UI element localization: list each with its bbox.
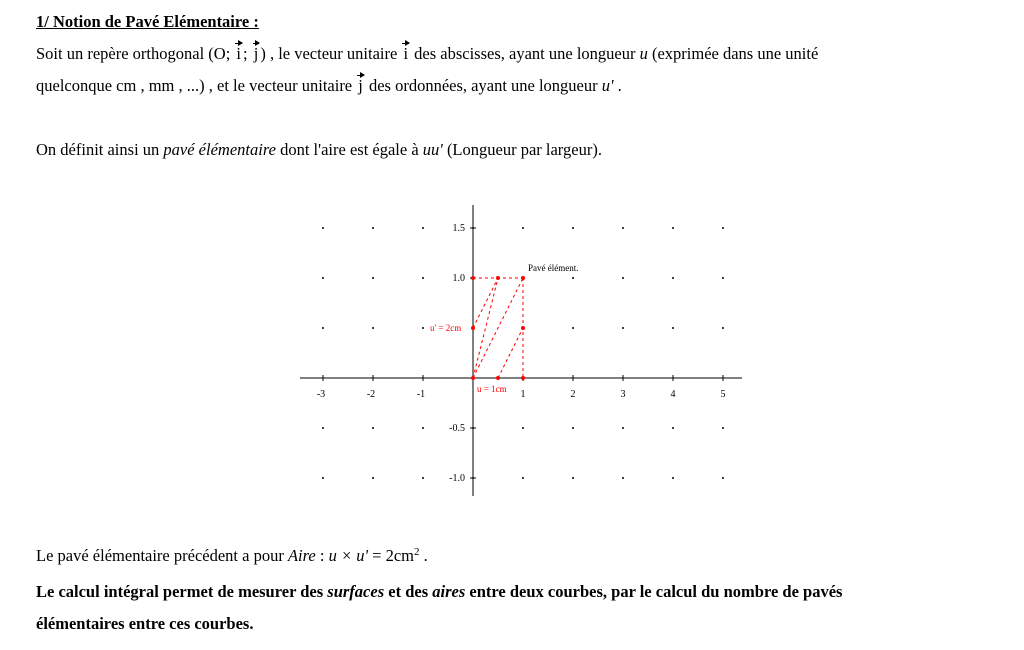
var-u: u [639, 44, 648, 63]
text: Le pavé élémentaire précédent a pour [36, 546, 288, 565]
var-u-prime: u' [601, 76, 614, 95]
grid-dot [322, 227, 324, 229]
y-ticks [449, 223, 476, 484]
text: dont l'aire est égale à [275, 140, 423, 159]
text: quelconque cm , mm , ...) , et le vecteur unitaire [36, 76, 357, 95]
text: : [315, 546, 329, 565]
grid-dot [422, 227, 424, 229]
grid-dot [672, 277, 674, 279]
text: Soit un repère orthogonal (O; [36, 44, 235, 63]
grid-dot [672, 477, 674, 479]
y-tick-label: -0.5 [449, 423, 465, 434]
label-u: u = 1cm [477, 384, 507, 394]
label-pave: Pavé élément. [528, 263, 579, 273]
text: et des [384, 582, 433, 601]
vector-j: j [358, 76, 363, 95]
paragraph-1 [36, 44, 818, 64]
grid-dot [422, 477, 424, 479]
term-surfaces: surfaces [327, 582, 385, 601]
x-tick-label: -1 [416, 389, 426, 400]
grid-dot [722, 477, 724, 479]
text: entre deux courbes, par le calcul du nombre de pavés [465, 582, 843, 601]
vector-i: i [236, 44, 242, 63]
grid-dot [672, 327, 674, 329]
grid-dot [372, 427, 374, 429]
grid-dot [622, 477, 624, 479]
term-aire: Aire [287, 546, 316, 565]
paragraph-2 [36, 76, 622, 96]
paragraph-4 [36, 546, 428, 566]
exponent: 2 [413, 546, 420, 558]
x-tick-label: 4 [670, 389, 676, 400]
section-heading: 1/ Notion de Pavé Elémentaire : [36, 12, 259, 31]
grid-dot [422, 427, 424, 429]
pave-outline [473, 278, 523, 378]
grid-dot [372, 327, 374, 329]
y-tick-label: -1.0 [449, 473, 465, 484]
grid-dot [622, 227, 624, 229]
term-aires: aires [432, 582, 466, 601]
text: ; [243, 44, 252, 63]
grid-dot [672, 427, 674, 429]
term-pave-elementaire: pavé élémentaire [163, 140, 276, 159]
text: ) , le vecteur unitaire [260, 44, 402, 63]
text: des ordonnées, ayant une longueur [364, 76, 602, 95]
grid-dot [622, 277, 624, 279]
x-tick-label: 3 [620, 389, 626, 400]
paragraph-6: élémentaires entre ces courbes. [36, 614, 254, 633]
paragraph-3 [36, 140, 602, 160]
grid-dot [622, 327, 624, 329]
x-tick-label: 1 [520, 389, 526, 400]
formula: u × u' [328, 546, 369, 565]
text: (Longueur par largeur). [442, 140, 602, 159]
grid-dot [672, 227, 674, 229]
grid-dot [722, 277, 724, 279]
text: . [613, 76, 622, 95]
grid-figure [295, 200, 745, 500]
vector-j: j [253, 44, 259, 63]
vector-i: i [403, 44, 409, 63]
text: (exprimée dans une unité [647, 44, 819, 63]
paragraph-5 [36, 582, 842, 602]
grid-dot [322, 277, 324, 279]
grid-dot [522, 477, 524, 479]
text: des abscisses, ayant une longueur [410, 44, 640, 63]
text: = 2cm [368, 546, 414, 565]
text: On définit ainsi un [36, 140, 164, 159]
grid-dot [422, 327, 424, 329]
grid-dot [622, 427, 624, 429]
grid-dot [322, 327, 324, 329]
label-u-prime: u' = 2cm [430, 323, 462, 333]
var-uu-prime: uu' [422, 140, 443, 159]
y-tick-label: 1.0 [452, 273, 465, 284]
grid-dot [422, 277, 424, 279]
grid-dot [572, 227, 574, 229]
x-tick-label: 5 [720, 389, 726, 400]
text: Le calcul intégral permet de mesurer des [36, 582, 328, 601]
text: . [419, 546, 428, 565]
x-tick-label: -3 [316, 389, 326, 400]
grid-dot [372, 227, 374, 229]
grid-dot [572, 427, 574, 429]
x-tick-label: 2 [570, 389, 576, 400]
grid-dot [372, 477, 374, 479]
grid-dot [322, 427, 324, 429]
grid-dot [722, 227, 724, 229]
grid-dot [722, 327, 724, 329]
grid-dot [522, 427, 524, 429]
grid-dot [572, 277, 574, 279]
grid-dot [322, 477, 324, 479]
x-tick-label: -2 [366, 389, 376, 400]
y-tick-label: 1.5 [452, 223, 465, 234]
grid-dot [522, 227, 524, 229]
grid-dot [722, 427, 724, 429]
grid-dot [572, 477, 574, 479]
grid-dot [372, 277, 374, 279]
grid-dot [572, 327, 574, 329]
